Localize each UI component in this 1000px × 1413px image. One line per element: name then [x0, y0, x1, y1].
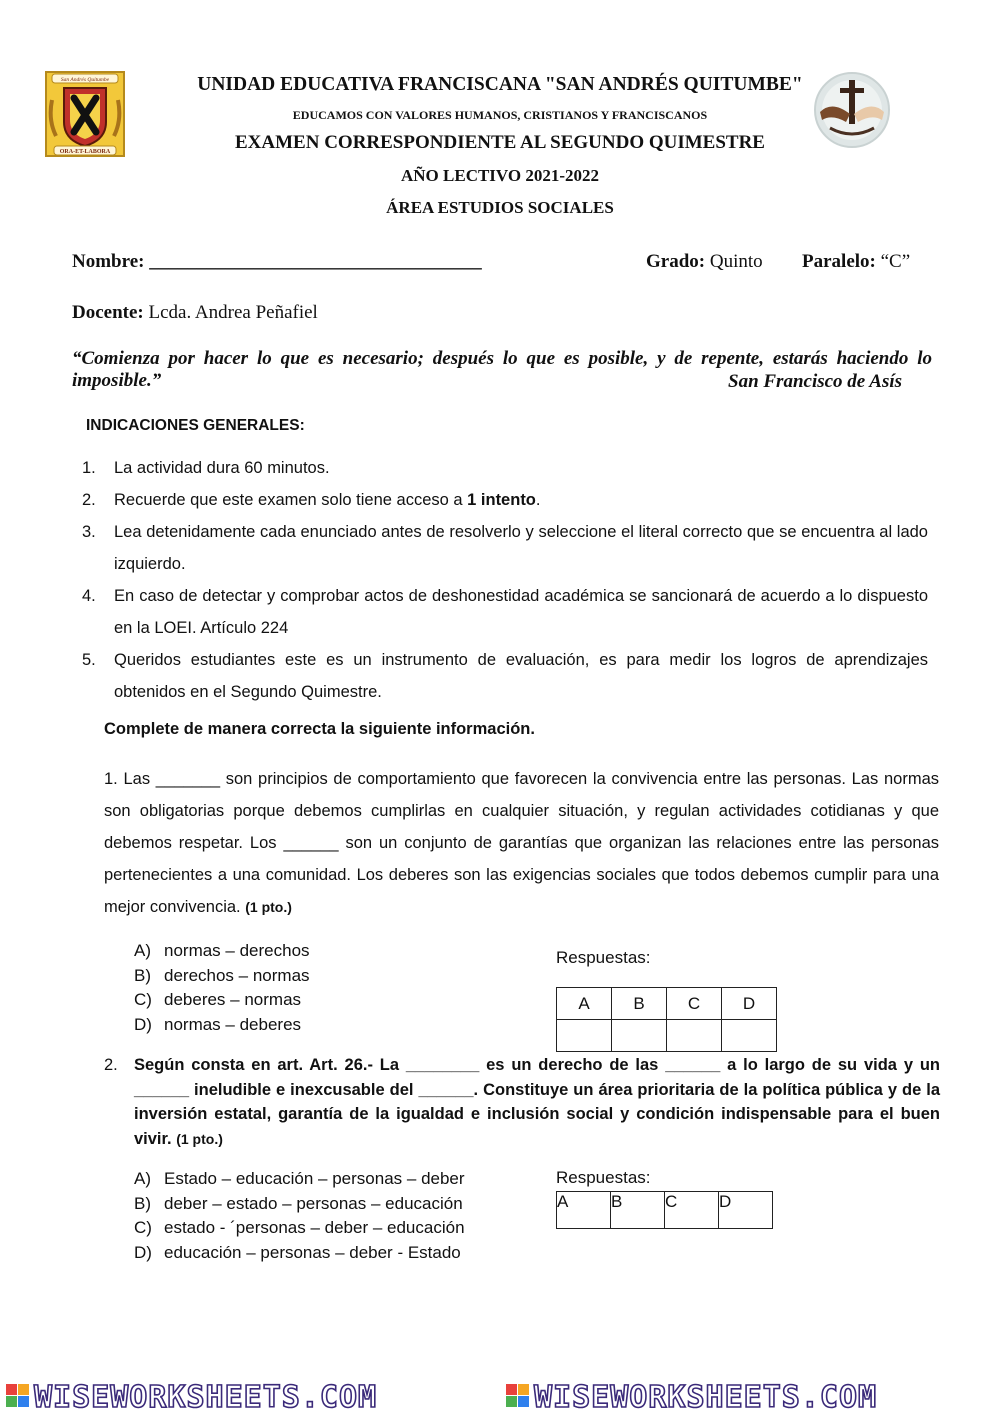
- answer-cell-b[interactable]: [612, 1020, 667, 1052]
- option-a[interactable]: [134, 939, 310, 964]
- question-2-points: (1 pto.): [176, 1130, 223, 1147]
- instruction-item: [82, 516, 928, 580]
- instructions-title: INDICACIONES GENERALES:: [86, 417, 305, 434]
- instruction-number: 5.: [82, 651, 96, 669]
- name-label: Nombre:: [72, 251, 145, 272]
- school-year: AÑO LECTIVO 2021-2022: [400, 166, 599, 185]
- option-c[interactable]: [134, 988, 310, 1013]
- answer-cell-a[interactable]: [557, 1020, 612, 1052]
- instruction-text: En caso de detectar y comprobar actos de deshonestidad académica se sancionará de acuerdo a lo dispuesto en la LOEI. Artículo 224: [114, 587, 928, 637]
- option-letter: D): [134, 1014, 152, 1034]
- exam-title: EXAMEN CORRESPONDIENTE AL SEGUNDO QUIMESTRE: [235, 132, 765, 153]
- question-1-options: [134, 939, 310, 1037]
- option-letter: A): [134, 941, 151, 960]
- option-text: normas – derechos: [164, 941, 310, 960]
- answer-header-c: C: [667, 988, 722, 1020]
- paralelo-value: “C”: [880, 251, 911, 272]
- option-letter: C): [134, 1218, 152, 1237]
- section-title: Complete de manera correcta la siguiente información.: [104, 720, 535, 738]
- school-name: UNIDAD EDUCATIVA FRANCISCANA "SAN ANDRÉS QUITUMBE": [197, 74, 803, 95]
- option-letter: B): [134, 965, 151, 985]
- quote-author: San Francisco de Asís: [728, 371, 903, 392]
- answer-header-d: D: [719, 1192, 773, 1229]
- option-text: deberes – normas: [164, 990, 302, 1009]
- option-a[interactable]: [134, 1167, 465, 1192]
- instruction-item: [82, 580, 928, 644]
- watermark-badge-icon: [506, 1384, 529, 1407]
- option-text: Estado – educación – personas – deber: [164, 1169, 465, 1188]
- paralelo-row: [802, 251, 910, 273]
- option-text: deber – estado – personas – educación: [164, 1193, 463, 1213]
- answer-header-a: A: [557, 988, 612, 1020]
- option-text: estado - ´personas – deber – educación: [164, 1218, 465, 1237]
- question-2-text: Según consta en art. Art. 26.- La ________ es un derecho de las ______ a lo largo de su vida y un ______ ineludible e inexcusable del ______. Constituye un área prioritaria de la política pública y de la inversión estatal, garantía de la igualdad e inclusión social y condición indispensable para el buen vivir.: [134, 1056, 940, 1148]
- instruction-number: 1.: [82, 459, 96, 477]
- option-d[interactable]: [134, 1013, 310, 1038]
- answer-cell-d[interactable]: [722, 1020, 777, 1052]
- grade-label: Grado:: [646, 251, 706, 272]
- instruction-text: La actividad dura 60 minutos.: [114, 459, 330, 477]
- answer-table-2: [556, 1191, 773, 1229]
- watermark-text: WISEWORKSHEETS.COM: [534, 1380, 878, 1413]
- option-letter: D): [134, 1242, 152, 1262]
- answer-header-d: D: [722, 988, 777, 1020]
- crest-top-text: San Andrés Quitumbe: [60, 77, 110, 83]
- name-input-line[interactable]: ___________________________________: [149, 251, 482, 272]
- teacher-value: Lcda. Andrea Peñafiel: [148, 302, 318, 323]
- option-text: normas – deberes: [164, 1014, 302, 1034]
- option-letter: C): [134, 990, 152, 1009]
- option-d[interactable]: [134, 1241, 465, 1266]
- option-b[interactable]: [134, 1192, 465, 1217]
- question-1: [104, 763, 939, 923]
- instruction-text: Recuerde que este examen solo tiene acceso a: [114, 491, 468, 509]
- school-motto: EDUCAMOS CON VALORES HUMANOS, CRISTIANOS Y FRANCISCANOS: [292, 108, 708, 122]
- question-2-number: 2.: [104, 1056, 118, 1074]
- answer-header-a: A: [557, 1192, 611, 1229]
- teacher-row: [72, 302, 318, 324]
- option-letter: B): [134, 1193, 151, 1213]
- answers-label-1: Respuestas:: [556, 948, 651, 967]
- instruction-item: [82, 644, 928, 708]
- answer-header-b: B: [612, 988, 667, 1020]
- instructions-list: [82, 452, 928, 708]
- answer-header-b: B: [611, 1192, 665, 1229]
- option-b[interactable]: [134, 964, 310, 989]
- grade-row: [646, 251, 763, 273]
- option-text: educación – personas – deber - Estado: [164, 1242, 461, 1262]
- option-text: derechos – normas: [164, 965, 310, 985]
- crest-motto-text: ORA-ET-LABORA: [59, 149, 111, 155]
- watermark-text: WISEWORKSHEETS.COM: [34, 1380, 378, 1413]
- answer-cell-c[interactable]: [667, 1020, 722, 1052]
- question-2: [104, 1053, 940, 1151]
- grade-value: Quinto: [709, 251, 763, 272]
- question-1-points: (1 pto.): [245, 899, 292, 915]
- student-name-row: [72, 251, 482, 273]
- question-2-options: [134, 1167, 465, 1265]
- instruction-item: [82, 484, 928, 516]
- answer-header-c: C: [665, 1192, 719, 1229]
- instruction-text: Lea detenidamente cada enunciado antes de resolverlo y seleccione el literal correcto que se encuentra al lado izquierdo.: [114, 523, 928, 573]
- paralelo-label: Paralelo:: [802, 251, 876, 272]
- instruction-text: Queridos estudiantes este es un instrumento de evaluación, es para medir los logros de aprendizajes obtenidos en el Segundo Quimestre.: [114, 651, 928, 701]
- instruction-number: 4.: [82, 587, 96, 605]
- instruction-emphasis: 1 intento: [467, 491, 536, 509]
- option-c[interactable]: [134, 1216, 465, 1241]
- teacher-label: Docente:: [72, 302, 144, 323]
- option-letter: A): [134, 1169, 151, 1188]
- watermark-strip: [0, 1378, 1000, 1413]
- answers-label-2: Respuestas:: [556, 1168, 651, 1187]
- instruction-number: 3.: [82, 523, 96, 541]
- answer-table-1: [556, 987, 777, 1052]
- instruction-text-end: .: [535, 491, 541, 509]
- question-1-text: 1. Las _______ son principios de comportamiento que favorecen la convivencia entre las personas. Las normas son obligatorias porque debemos cumplirlas en cualquier situación, y regulan actividades cotidianas y que debemos respetar. Los ______ son un conjunto de garantías que organizan las relaciones entre las personas pertenecientes a una comunidad. Los deberes son las exigencias sociales que todos debemos cumplir para una mejor convivencia.: [104, 770, 939, 916]
- watermark-badge-icon: [6, 1384, 29, 1407]
- instruction-number: 2.: [82, 491, 96, 509]
- instruction-item: [82, 452, 928, 484]
- motivational-quote: “Comienza por hacer lo que es necesario; después lo que es posible, y de repente, estarás haciendo lo imposible.”: [72, 348, 932, 391]
- subject-area: ÁREA ESTUDIOS SOCIALES: [386, 198, 614, 217]
